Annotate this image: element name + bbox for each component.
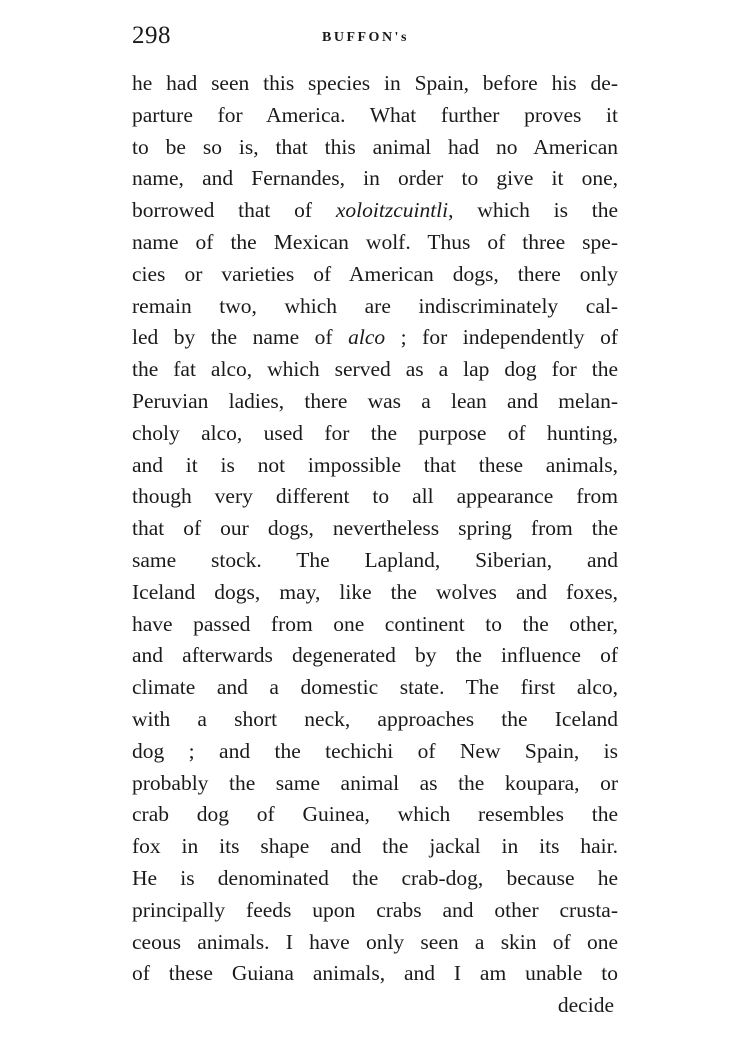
text-segment: , which is the (448, 198, 618, 223)
running-title: BUFFON's (322, 30, 409, 45)
text-line: Peruvian ladies, there was a lean and melan- (132, 388, 618, 413)
text-line (132, 322, 618, 354)
text-line: name of the Mexican wolf. Thus of three spe- (132, 229, 618, 254)
text-line: of these Guiana animals, and I am unable to (132, 961, 618, 986)
catchword: decide (557, 993, 614, 1018)
text-line: the fat alco, which served as a lap dog for the (132, 357, 618, 382)
running-head (132, 22, 618, 56)
text-line: cies or varieties of American dogs, there only (132, 261, 618, 286)
text-line: choly alco, used for the purpose of hunting, (132, 420, 618, 445)
text-line: to be so is, that this animal had no American (132, 134, 618, 159)
text-line: and it is not impossible that these animals, (132, 452, 618, 477)
text-line: crab dog of Guinea, which resembles the (132, 802, 618, 827)
text-line: parture for America. What further proves it (132, 102, 618, 127)
text-line: remain two, which are indiscriminately cal- (132, 293, 618, 318)
text-line: with a short neck, approaches the Iceland (132, 706, 618, 731)
text-line: climate and a domestic state. The first alco, (132, 675, 618, 700)
text-line: fox in its shape and the jackal in its hair. (132, 834, 618, 859)
text-line: and afterwards degenerated by the influence of (132, 643, 618, 668)
text-line: probably the same animal as the koupara, or (132, 770, 618, 795)
text-line: same stock. The Lapland, Siberian, and (132, 547, 618, 572)
text-line: he had seen this species in Spain, before his de- (132, 71, 618, 95)
text-segment: ; for independently of (385, 325, 618, 350)
italic-term: xoloitzcuintli (335, 198, 449, 223)
text-line: ceous animals. I have only seen a skin of one (132, 929, 618, 954)
text-segment: borrowed that of (132, 198, 336, 223)
page-number: 298 (132, 22, 171, 49)
italic-term: alco (348, 325, 386, 350)
text-line: dog ; and the techichi of New Spain, is (132, 738, 618, 763)
text-line: name, and Fernandes, in order to give it one, (132, 166, 618, 191)
text-line (132, 195, 618, 227)
catchword-line (132, 990, 618, 1022)
text-line: He is denominated the crab-dog, because he (132, 865, 618, 890)
body-text (132, 68, 618, 1022)
text-line: though very different to all appearance from (132, 484, 618, 509)
text-line: Iceland dogs, may, like the wolves and foxes, (132, 579, 618, 604)
text-line: that of our dogs, nevertheless spring from the (132, 516, 618, 541)
text-segment: led by the name of (132, 325, 349, 350)
text-line: principally feeds upon crabs and other crusta- (132, 897, 618, 922)
text-line: have passed from one continent to the other, (132, 611, 618, 636)
